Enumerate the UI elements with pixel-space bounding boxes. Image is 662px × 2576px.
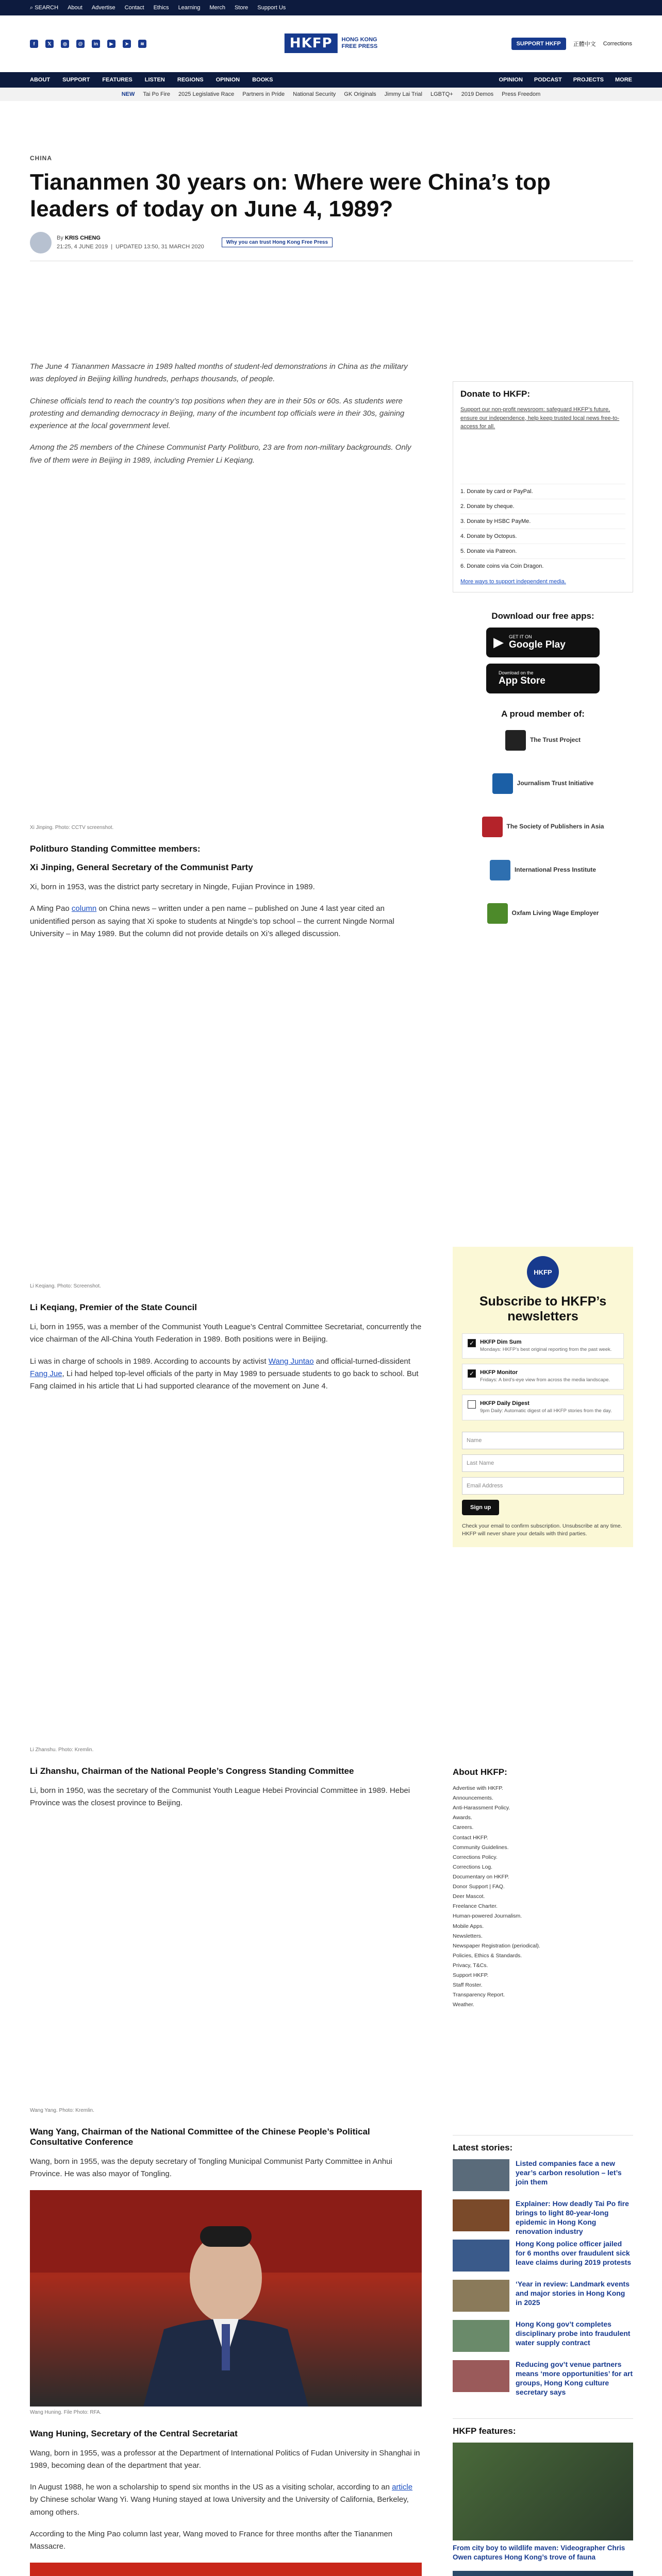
about-link[interactable]: Transparency Report. [453,1992,505,1998]
trending-item[interactable]: Press Freedom [502,91,541,97]
updated-date: UPDATED 13:50, 31 MARCH 2020 [115,243,204,250]
story-thumb [453,2360,509,2392]
corrections-link[interactable]: Corrections [603,41,632,47]
xi-section [30,822,422,950]
nav-projects[interactable]: PROJECTS [573,77,604,83]
feature-thumb [453,2443,633,2540]
donate-box [453,381,633,592]
topbar-advertise[interactable]: Advertise [91,5,115,11]
donate-option[interactable]: 6. Donate coins via Coin Dragon. [460,558,625,573]
about-link[interactable]: Newspaper Registration (periodical). [453,1942,540,1949]
paragraph: According to the Ming Pao column last year, Wang moved to France for three months after the Tiananmen Massacre. [30,2530,393,2551]
apps-title: Download our free apps: [491,611,594,621]
donate-option[interactable]: 3. Donate by HSBC PayMe. [460,514,625,529]
about-link[interactable]: Corrections Log. [453,1863,493,1870]
about-link[interactable]: Mobile Apps. [453,1923,484,1929]
signup-button[interactable]: Sign up [462,1500,499,1515]
member-jti[interactable]: Journalism Trust Initiative [453,769,633,799]
photo-caption: Li Keqiang. Photo: Screenshot. [30,1283,101,1289]
nav-regions[interactable]: REGIONS [177,77,204,83]
new-label: NEW [121,91,135,97]
photo-caption: Li Zhanshu. Photo: Kremlin. [30,1747,94,1753]
about-link[interactable]: Newsletters. [453,1933,483,1939]
main-nav [0,72,662,88]
leader-heading: Wang Yang, Chairman of the National Committee of the Chinese People’s Political Consultative Conference [30,2127,370,2147]
story-thumb [453,2159,509,2191]
x-icon[interactable]: 𝕏 [45,40,54,48]
nav-opinion[interactable]: OPINION [216,77,240,83]
trending-item[interactable]: GK Originals [344,91,376,97]
about-link[interactable]: Support HKFP. [453,1972,489,1979]
logo-text: HONG KONG FREE PRESS [341,37,378,49]
portrait-illustration [30,2190,422,2406]
intro-paragraph: The June 4 Tiananmen Massacre in 1989 halted months of student-led demonstrations in China as the military was deployed in Beijing killing hundreds, perhaps thousands, of people. [30,362,408,384]
leader-heading: Li Zhanshu, Chairman of the National People’s Congress Standing Committee [30,1766,354,1776]
trending-bar [0,88,662,101]
support-hkfp-button[interactable]: SUPPORT HKFP [511,38,566,50]
about-link[interactable]: Corrections Policy. [453,1854,498,1860]
nav-opinion-right[interactable]: OPINION [499,77,523,83]
story-item[interactable]: Explainer: How deadly Tai Po fire brings to light 80-year-long epidemic in Hong Kong renovation industry [453,2199,633,2231]
li-section [30,1280,422,1402]
about-link[interactable]: Documentary on HKFP. [453,1873,509,1880]
publish-date: 21:25, 4 JUNE 2019 [57,243,108,250]
feature-item[interactable]: From city boy to wildlife maven: Videographer Chris Owen captures Hong Kong’s trove of fauna [453,2443,633,2562]
intro-paragraph: Chinese officials tend to reach the country’s top positions when they are in their 50s or 60s. As students were protesting and demanding democracy in Beijing, many of the incumbent top officials were in their 30s, gaining experience at the local government level. [30,396,405,431]
about-link[interactable]: Careers. [453,1824,474,1831]
about-link[interactable]: Community Guidelines. [453,1844,509,1851]
newsletter-option-digest[interactable]: HKFP Daily Digest 9pm Daily: Automatic digest of all HKFP stories from the day. [462,1395,624,1420]
leader-heading: Xi Jinping, General Secretary of the Communist Party [30,862,253,872]
trending-item[interactable]: Partners in Pride [242,91,285,97]
about-link[interactable]: Advertise with HKFP. [453,1785,503,1791]
topbar-store[interactable]: Store [234,5,249,11]
email-input[interactable]: Email Address [462,1477,624,1495]
story-thumb [453,2199,509,2231]
stage-illustration [30,2563,422,2576]
trust-badge[interactable]: Why you can trust Hong Kong Free Press [222,238,333,247]
about-link[interactable]: Donor Support | FAQ. [453,1884,505,1890]
member-ipi[interactable]: International Press Institute [453,855,633,885]
column-link[interactable]: column [71,904,97,913]
newsletter-option-dimsum[interactable]: ✓ HKFP Dim Sum Mondays: HKFP’s best original reporting from the past week. [462,1333,624,1359]
nav-more[interactable]: MORE [615,77,632,83]
checkbox[interactable] [468,1400,476,1409]
donate-title: Donate to HKFP: [460,389,531,399]
trending-item[interactable]: 2025 Legislative Race [178,91,235,97]
topbar-merch[interactable]: Merch [209,5,225,11]
newsletter-note: Check your email to confirm subscription. Unsubscribe at any time. HKFP will never share your details with third parties. [462,1522,622,1537]
topbar-contact[interactable]: Contact [124,5,144,11]
trending-item[interactable]: 2019 Demos [461,91,494,97]
member-oxfam[interactable]: Oxfam Living Wage Employer [453,899,633,928]
checkbox[interactable]: ✓ [468,1339,476,1347]
rss-icon[interactable]: ≋ [138,40,146,48]
latest-section [453,2128,633,2400]
site-header [0,15,662,72]
google-play-button[interactable]: ▶ GET IT ON Google Play [486,628,600,657]
wang-juntao-link[interactable]: Wang Juntao [268,1357,314,1366]
story-thumb [453,2240,509,2272]
article-title: Tiananmen 30 years on: Where were China’s top leaders of today on June 4, 1989? [30,170,551,222]
apps-section [453,611,633,693]
story-item[interactable]: Hong Kong gov’t completes disciplinary probe into fraudulent water supply contract [453,2320,633,2352]
paragraph: In August 1988, he won a scholarship to spend six months in the US as a visiting scholar, according to an article by Chinese scholar Wang Yi. Wang Huning stayed at Iowa University and the University of California, Berkeley, among others. [30,2483,413,2517]
paragraph: Li, born in 1950, was the secretary of the Communist Youth League Hebei Provincial Committee in 1989. Hebei Province was the closest province to Beijing. [30,1786,410,1808]
wang-huning-photo [30,2190,422,2406]
topbar-about[interactable]: About [68,5,82,11]
story-thumb [453,2280,509,2312]
hkfp-badge: HKFP [527,1256,559,1288]
paragraph: Wang, born in 1955, was the deputy secretary of Tongling Municipal Communist Party Committee in Anhui Province. He was also mayor of Tongling. [30,2157,392,2179]
article-header [30,155,633,261]
donate-text[interactable]: Support our non-profit newsroom: safeguard HKFP’s future, ensure our independence, help keep trusted local news free-to-access for all. [460,406,620,430]
paragraph: Li was in charge of schools in 1989. According to accounts by activist Wang Juntao and official-turned-dissident Fang Jue, Li had helped top-level officials of the party in May 1989 to persuade students to go back to school. But Fang claimed in his article that Li had supported clearance of the movement on June 4. [30,1357,419,1391]
more-ways-link[interactable]: More ways to support independent media. [460,578,566,585]
paragraph: A Ming Pao column on China news – written under a pen name – published on June 4 last year cited an unidentified person as saying that Xi spoke to students at Ningde’s top school – the current Ningde Normal University – in May 1989. But the column did not provide details on Xi’s alleged discussion. [30,904,394,938]
about-link[interactable]: Announcements. [453,1795,493,1802]
facebook-icon[interactable]: f [30,40,38,48]
wangyang-section [30,2105,422,2576]
donate-option[interactable]: 2. Donate by cheque. [460,499,625,514]
trending-item[interactable]: Tai Po Fire [143,91,170,97]
topbar-ethics[interactable]: Ethics [153,5,169,11]
trending-item[interactable]: Jimmy Lai Trial [384,91,422,97]
nav-support[interactable]: SUPPORT [62,77,90,83]
name-input[interactable]: Name [462,1432,624,1449]
leader-heading: Li Keqiang, Premier of the State Council [30,1302,197,1312]
app-store-button[interactable]: Download on the App Store [486,664,600,693]
nav-listen[interactable]: LISTEN [144,77,165,83]
newsletter-title: Subscribe to HKFP’s newsletters [479,1294,607,1324]
top-bar [0,0,662,15]
trending-item[interactable]: National Security [293,91,336,97]
nav-podcast[interactable]: PODCAST [534,77,562,83]
about-link[interactable]: Human-powered Journalism. [453,1913,522,1920]
about-link[interactable]: Awards. [453,1815,472,1821]
donate-option[interactable]: 1. Donate by card or PayPal. [460,484,625,499]
youtube-icon[interactable]: ▶ [107,40,115,48]
checkbox[interactable]: ✓ [468,1369,476,1378]
divider [453,2135,633,2136]
member-sopa[interactable]: The Society of Publishers in Asia [453,812,633,842]
article-link[interactable]: article [392,2483,413,2492]
about-section [453,1767,633,2010]
photo-caption: Wang Yang. Photo: Kremlin. [30,2108,94,2113]
hkfp-logo[interactable] [285,33,377,53]
linkedin-icon[interactable]: in [92,40,100,48]
donate-option[interactable]: 5. Donate via Patreon. [460,544,625,558]
about-link[interactable]: Contact HKFP. [453,1834,488,1841]
search-link[interactable]: ⌕ SEARCH [30,4,59,11]
sidebar [453,381,633,942]
about-link[interactable]: Freelance Charter. [453,1903,498,1910]
newsletter-box [453,1247,633,1547]
memberships [453,709,633,928]
article-category[interactable]: CHINA [30,155,52,162]
about-list [453,1784,633,2010]
story-item[interactable]: Reducing gov’t venue partners means ‘more opportunities’ for art groups, Hong Kong culture secretary says [453,2360,633,2392]
paragraph: Xi, born in 1953, was the district party secretary in Ningde, Fujian Province in 1989. [30,883,315,891]
latest-title: Latest stories: [453,2143,513,2153]
story-item[interactable]: Listed companies face a new year’s carbon resolution – let’s join them [453,2159,633,2191]
trending-item[interactable]: LGBTQ+ [431,91,453,97]
feature-item[interactable] [453,2571,633,2576]
telegram-icon[interactable]: ➤ [123,40,131,48]
author-name[interactable]: KRIS CHENG [64,235,101,242]
instagram-icon[interactable]: ◎ [61,40,69,48]
about-link[interactable]: Weather. [453,2002,474,2008]
divider [453,2418,633,2419]
about-link[interactable]: Staff Roster. [453,1982,483,1989]
about-title: About HKFP: [453,1767,507,1777]
byline: By KRIS CHENG 21:25, 4 JUNE 2019 | UPDATED 13:50, 31 MARCH 2020 Why you can trust Hong Kong Free Press [30,232,633,261]
features-section [453,2411,633,2576]
section-heading: Politburo Standing Committee members: [30,844,201,854]
about-link[interactable]: Anti-Harassment Policy. [453,1805,510,1811]
nav-features[interactable]: FEATURES [102,77,133,83]
threads-icon[interactable]: @ [76,40,85,48]
fang-jue-link[interactable]: Fang Jue [30,1369,62,1378]
feature-thumb [453,2571,633,2576]
story-thumb [453,2320,509,2352]
photo-caption: Xi Jinping. Photo: CCTV screenshot. [30,825,114,831]
logo-mark: HKFP [285,33,338,53]
features-title: HKFP features: [453,2426,516,2436]
author-avatar [30,232,52,253]
topbar-learning[interactable]: Learning [178,5,201,11]
nav-about[interactable]: ABOUT [30,77,51,83]
member-trust-project[interactable]: The Trust Project [453,725,633,755]
photo-caption: Wang Huning. File Photo: RFA. [30,2409,102,2415]
zhanshu-section [30,1744,422,1819]
topbar-support[interactable]: Support Us [257,5,286,11]
article-body [30,361,422,476]
story-item[interactable]: Hong Kong police officer jailed for 6 months over fraudulent sick leave claims during 2019 protests [453,2240,633,2272]
play-store-icon: ▶ [493,634,504,650]
newsletter-option-monitor[interactable]: ✓ HKFP Monitor Fridays: A bird’s-eye view from across the media landscape. [462,1364,624,1389]
donate-option[interactable]: 4. Donate by Octopus. [460,529,625,544]
intro-paragraph: Among the 25 members of the Chinese Communist Party Politburo, 23 are from non-military backgrounds. Only five of them were in Beijing in 1989, including Premier Li Keqiang. [30,443,411,465]
social-links [30,40,146,48]
story-item[interactable]: ‘Year in review: Landmark events and major stories in Hong Kong in 2025 [453,2280,633,2312]
last-name-input[interactable]: Last Name [462,1454,624,1472]
about-link[interactable]: Policies, Ethics & Standards. [453,1952,522,1959]
member-title: A proud member of: [501,708,585,719]
paragraph: Li, born in 1955, was a member of the Communist Youth League’s Central Committee Secretariat, concurrently the vice chairman of the All-China Youth Federation in 1989. Both positions were in Beijing. [30,1323,422,1344]
leader-heading: Wang Huning, Secretary of the Central Secretariat [30,2428,238,2438]
about-link[interactable]: Deer Mascot. [453,1893,485,1900]
zhao-leji-photo [30,2563,422,2576]
about-link[interactable]: Privacy, T&Cs. [453,1962,488,1969]
paragraph: Wang, born in 1955, was a professor at the Department of International Politics of Fudan University in Shanghai in 1989, becoming dean of the department that year. [30,2448,420,2470]
nav-books[interactable]: BOOKS [252,77,273,83]
language-link[interactable]: 正體中文 [573,41,596,47]
